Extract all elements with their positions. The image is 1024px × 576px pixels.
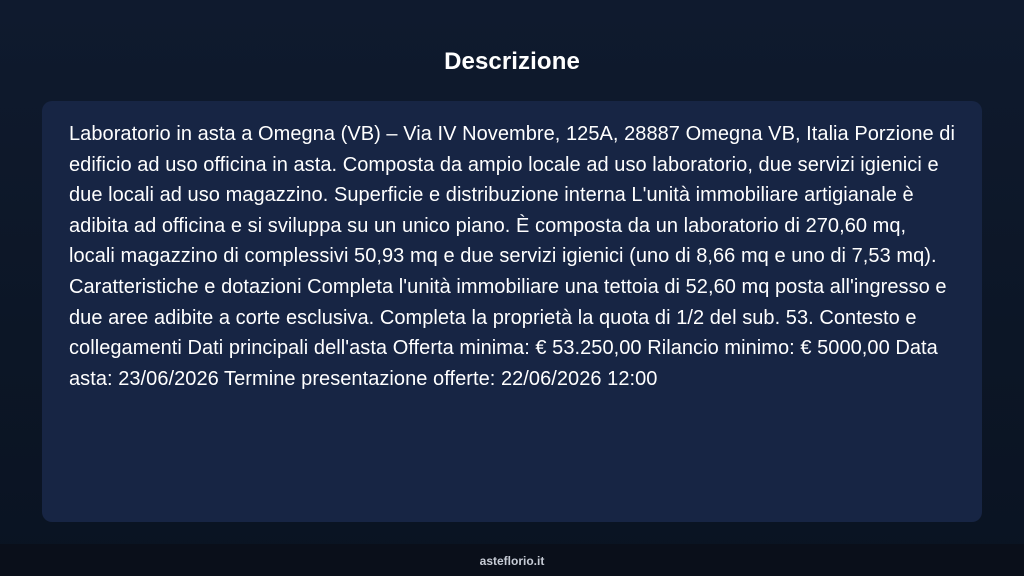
footer-brand: asteflorio.it: [479, 554, 545, 568]
footer: [0, 544, 1024, 576]
description-text: Laboratorio in asta a Omegna (VB) – Via IV Novembre, 125A, 28887 Omegna VB, Italia Porzione di edificio ad uso officina in asta. Composta da ampio locale ad uso laboratorio, due servizi igienici e due locali ad uso magazzino. Superficie e distribuzione interna L'unità immobiliare artigianale è adibita ad officina e si sviluppa su un unico piano. È composta da un laboratorio di 270,60 mq, locali magazzino di complessivi 50,93 mq e due servizi igienici (uno di 8,66 mq e uno di 7,53 mq). Caratteristiche e dotazioni Completa l'unità immobiliare una tettoia di 52,60 mq posta all'ingresso e due aree adibite a corte esclusiva. Completa la proprietà la quota di 1/2 del sub. 53. Contesto e collegamenti Dati principali dell'asta Offerta minima: € 53.250,00 Rilancio minimo: € 5000,00 Data asta: 23/06/2026 Termine presentazione offerte: 22/06/2026 12:00: [69, 123, 955, 390]
page-title: Descrizione: [444, 48, 580, 75]
description-card: [42, 101, 982, 522]
